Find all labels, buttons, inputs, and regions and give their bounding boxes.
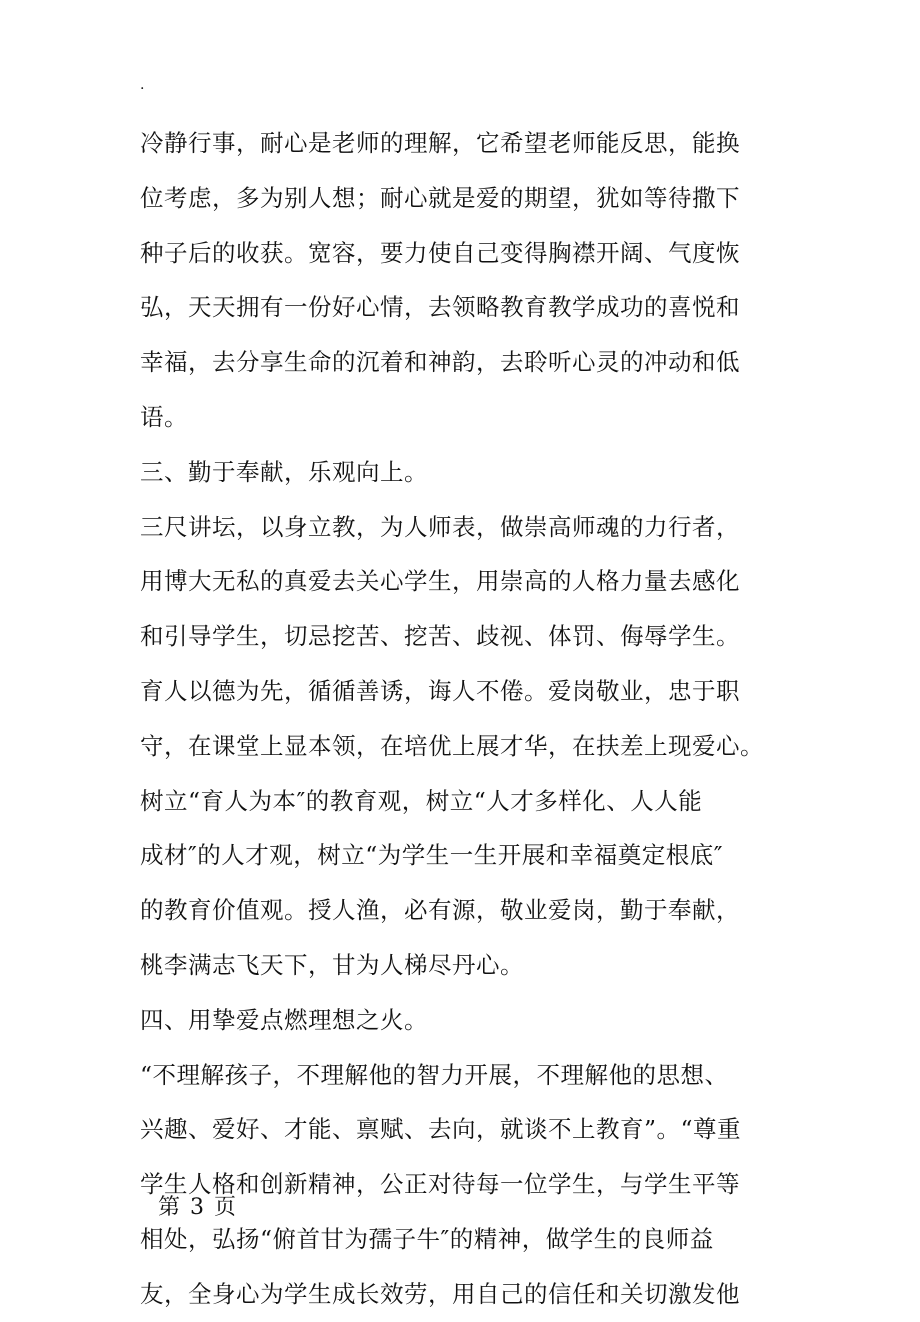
text-line: 学生人格和创新精神，公正对待每一位学生，与学生平等 bbox=[140, 1170, 740, 1199]
page-footer bbox=[158, 1193, 246, 1223]
text-line: 守，在课堂上显本领，在培优上展才华，在扶差上现爱心。 bbox=[140, 731, 764, 760]
text-line: 三尺讲坛，以身立教，为人师表，做崇高师魂的力行者， bbox=[140, 512, 740, 541]
text-line: 语。 bbox=[140, 402, 188, 431]
page-label-prefix: 第 bbox=[158, 1195, 181, 1220]
header-mark: . bbox=[140, 77, 145, 93]
text-line: 友，全身心为学生成长效劳，用自己的信任和关切激发他 bbox=[140, 1279, 740, 1308]
text-line: 和引导学生，切忌挖苦、挖苦、歧视、体罚、侮辱学生。 bbox=[140, 622, 740, 651]
text-line: 位考虑，多为别人想；耐心就是爱的期望，犹如等待撒下 bbox=[140, 183, 740, 212]
text-line: 兴趣、爱好、才能、禀赋、去向，就谈不上教育”。“尊重 bbox=[140, 1115, 742, 1144]
text-line: “不理解孩子，不理解他的智力开展，不理解他的思想、 bbox=[140, 1060, 729, 1089]
text-line: 冷静行事，耐心是老师的理解，它希望老师能反思，能换 bbox=[140, 129, 740, 157]
text-line: 种子后的收获。宽容，要力使自己变得胸襟开阔、气度恢 bbox=[140, 238, 740, 267]
text-line: 树立“育人为本″的教育观，树立“人才多样化、人人能 bbox=[140, 786, 703, 815]
text-line: 相处，弘扬“俯首甘为孺子牛″的精神，做学生的良师益 bbox=[140, 1224, 714, 1253]
section-heading: 三、勤于奉献，乐观向上。 bbox=[140, 457, 428, 486]
section-heading: 四、用挚爱点燃理想之火。 bbox=[140, 1005, 428, 1034]
text-line: 成材″的人才观，树立“为学生一生开展和幸福奠定根底″ bbox=[140, 841, 724, 870]
text-line: 育人以德为先，循循善诱，诲人不倦。爱岗敬业，忠于职 bbox=[140, 676, 740, 705]
text-line: 用博大无私的真爱去关心学生，用崇高的人格力量去感化 bbox=[140, 567, 740, 596]
body-text bbox=[140, 116, 780, 1322]
text-line: 幸福，去分享生命的沉着和神韵，去聆听心灵的冲动和低 bbox=[140, 348, 740, 377]
page-number: 3 bbox=[190, 1195, 205, 1220]
page-label-suffix: 页 bbox=[214, 1195, 237, 1220]
text-line: 桃李满志飞天下，甘为人梯尽丹心。 bbox=[140, 950, 524, 979]
text-line: 弘，天天拥有一份好心情，去领略教育教学成功的喜悦和 bbox=[140, 293, 740, 322]
text-line: 的教育价值观。授人渔，必有源，敬业爱岗，勤于奉献， bbox=[140, 896, 740, 925]
